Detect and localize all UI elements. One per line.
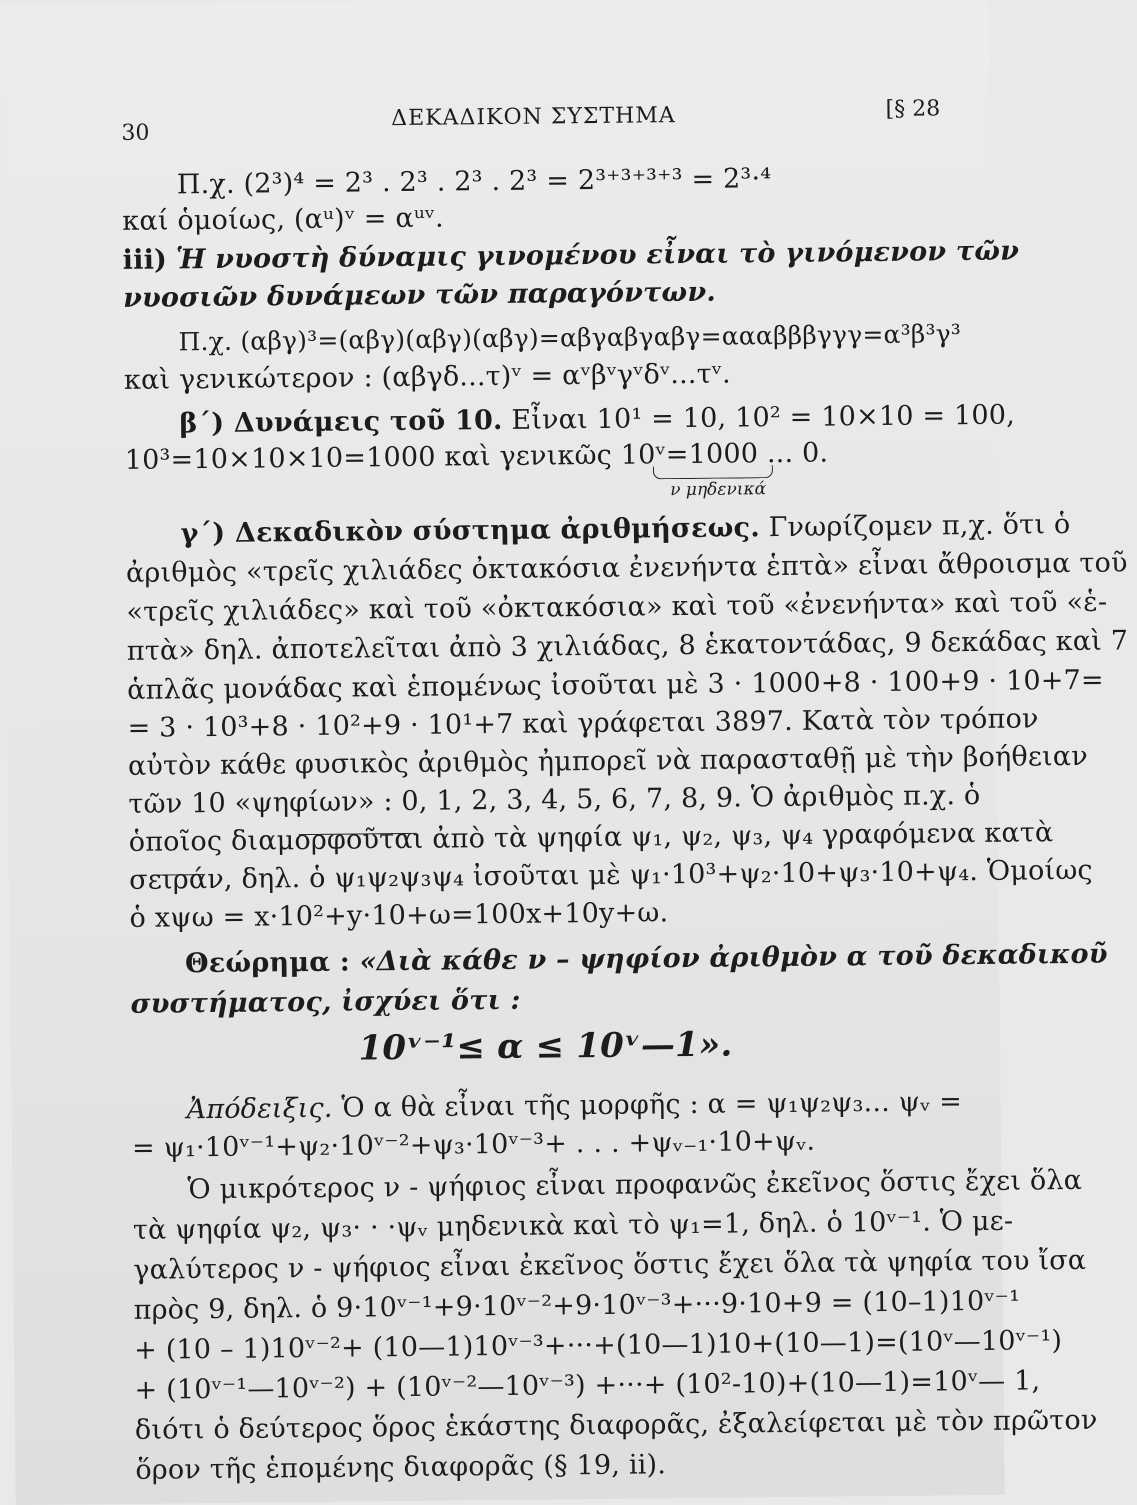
text-line (180, 508, 1071, 551)
subsection-heading: γ΄) Δεκαδικὸν σύστημα ἀριθμήσεως. (180, 512, 761, 550)
text-line: + (10 – 1)10ᵛ⁻²+ (10—1)10ᵛ⁻³+···+(10—1)10+(10—1)=(10ᵛ—10ᵛ⁻¹) (133, 1325, 1063, 1366)
theorem-statement: «Διὰ κάθε ν – ψηφίον ἀριθμὸν α τοῦ δεκαδικοῦ (349, 938, 1108, 978)
theorem-formula: 10ᵛ⁻¹≤ α ≤ 10ᵛ—1». (358, 1024, 733, 1069)
text-line (184, 938, 1108, 981)
text-line: πρὸς 9, δηλ. ὁ 9·10ᵛ⁻¹+9·10ᵛ⁻²+9·10ᵛ⁻³+···9·10+9 = (10–1)10ᵛ⁻¹ (133, 1285, 1021, 1326)
text-line: καί ὁμοίως, (αᵘ)ᵛ = αᵘᵛ. (122, 202, 445, 237)
running-title: ΔΕΚΑΔΙΚΟΝ ΣΥΣΤΗΜΑ (391, 103, 676, 132)
text-line: 10³=10×10×10=1000 καὶ γενικῶς 10ᵛ=1000 ... 0. (124, 437, 829, 476)
text-line (179, 399, 1016, 441)
text-line: = 3 · 10³+8 · 10²+9 · 10¹+7 καὶ γράφεται 3897. Κατὰ τὸν τρόπον (127, 703, 1039, 744)
text-line: διότι ὁ δεύτερος ὅρος ἑκάστης διαφορᾶς, ἐξαλείφεται μὲ τὸν πρῶτον (134, 1404, 1098, 1446)
text-line: σειράν, δηλ. ὁ ψ₁ψ₂ψ₃ψ₄ ἰσοῦται μὲ ψ₁·10³+ψ₂·10+ψ₃·10+ψ₄. Ὁμοίως (129, 854, 1093, 896)
page-number: 30 (121, 120, 150, 146)
page-header (121, 96, 941, 146)
proof-label: Ἀπόδειξις. (186, 1092, 333, 1126)
brace-note: ν μηδενικά (670, 479, 767, 501)
text-line: τῶν 10 «ψηφίων» : 0, 1, 2, 3, 4, 5, 6, 7, 8, 9. Ὁ ἀριθμὸς π.χ. ὁ (128, 779, 981, 820)
text-line: νυοσιῶν δυνάμεων τῶν παραγόντων. (122, 276, 717, 314)
underbrace (653, 465, 773, 479)
text-line: συστήματος, ἰσχύει ὅτι : (130, 984, 521, 1020)
text-span: Εἶναι 10¹ = 10, 10² = 10×10 = 100, (502, 399, 1016, 436)
rule-statement: Ἡ νυοστὴ δύναμις γινομένου εἶναι τὸ γινόμενον τῶν (175, 235, 1020, 276)
text-line: Π.χ. (2³)⁴ = 2³ . 2³ . 2³ . 2³ = 2³⁺³⁺³⁺³ = 2³·⁴ (176, 163, 772, 201)
text-line: + (10ᵛ⁻¹—10ᵛ⁻²) + (10ᵛ⁻²—10ᵛ⁻³) +···+ (10²-10)+(10—1)=10ᵛ— 1, (134, 1365, 1041, 1406)
text-span: Ὁ α θὰ εἶναι τῆς μορφῆς : α = ψ₁ψ₂ψ₃... ψᵥ = (332, 1086, 963, 1124)
item-label: iii) (122, 244, 168, 276)
text-line: πτὰ» δηλ. ἀποτελεῖται ἀπὸ 3 χιλιάδας, 8 ἑκατοντάδας, 9 δεκάδας καὶ 7 (126, 625, 1129, 667)
text-line: τὰ ψηφία ψ₂, ψ₃· · ·ψᵥ μηδενικὰ καὶ τὸ ψ₁=1, δηλ. ὁ 10ᵛ⁻¹. Ὁ με- (132, 1205, 1014, 1246)
text-line: αὐτὸν κάθε φυσικὸς ἀριθμὸς ἠμπορεῖ νὰ παρασταθῇ μὲ τὴν βοήθειαν (127, 740, 1089, 782)
subsection-heading: β΄) Δυνάμεις τοῦ 10. (179, 404, 503, 440)
text-line: ὅρον τῆς ἑπομένης διαφορᾶς (§ 19, ii). (135, 1449, 667, 1486)
text-line: Π.χ. (αβγ)³=(αβγ)(αβγ)(αβγ)=αβγαβγαβγ=αααβββγγγ=α³β³γ³ (178, 319, 962, 357)
theorem-label: Θεώρημα : (184, 946, 351, 980)
text-line: = ψ₁·10ᵛ⁻¹+ψ₂·10ᵛ⁻²+ψ₃·10ᵛ⁻³+ . . . +ψᵥ₋₁·10+ψᵥ. (131, 1125, 816, 1164)
text-line: ὁποῖος διαμορφοῦται ἀπὸ τὰ ψηφία ψ₁, ψ₂, ψ₃, ψ₄ γραφόμενα κατὰ (128, 817, 1054, 858)
text-span: Γνωρίζομεν π,χ. ὅτι ὁ (759, 508, 1071, 544)
text-line: ὁ xψω = x·10²+y·10+ω=100x+10y+ω. (129, 897, 669, 934)
text-line: Ὁ μικρότερος ν - ψήφιος εἶναι προφανῶς ἐκεῖνος ὅστις ἔχει ὅλα (187, 1164, 1083, 1206)
text-line: ἁπλᾶς μονάδας καὶ ἑπομένως ἰσοῦται μὲ 3 · 1000+8 · 100+9 · 10+7= (127, 664, 1104, 706)
text-line: γαλύτερος ν - ψήφιος εἶναι ἐκεῖνος ὅστις ἔχει ὅλα τὰ ψηφία του ἴσα (133, 1244, 1087, 1286)
text-line: «τρεῖς χιλιάδες» καὶ τοῦ «ὀκτακόσια» καὶ τοῦ «ἐνενήντα» καὶ τοῦ «ἑ- (126, 586, 1108, 628)
text-line (186, 1085, 963, 1127)
text-line: ἀριθμὸς «τρεῖς χιλιάδες ὀκτακόσια ἐνενήντα ἑπτὰ» εἶναι ἄθροισμα τοῦ (125, 547, 1128, 589)
text-line (122, 235, 1020, 278)
text-line: καὶ γενικώτερον : (αβγδ...τ)ᵛ = αᵛβᵛγᵛδᵛ...τᵛ. (123, 358, 731, 396)
section-reference: [§ 28 (885, 96, 941, 122)
